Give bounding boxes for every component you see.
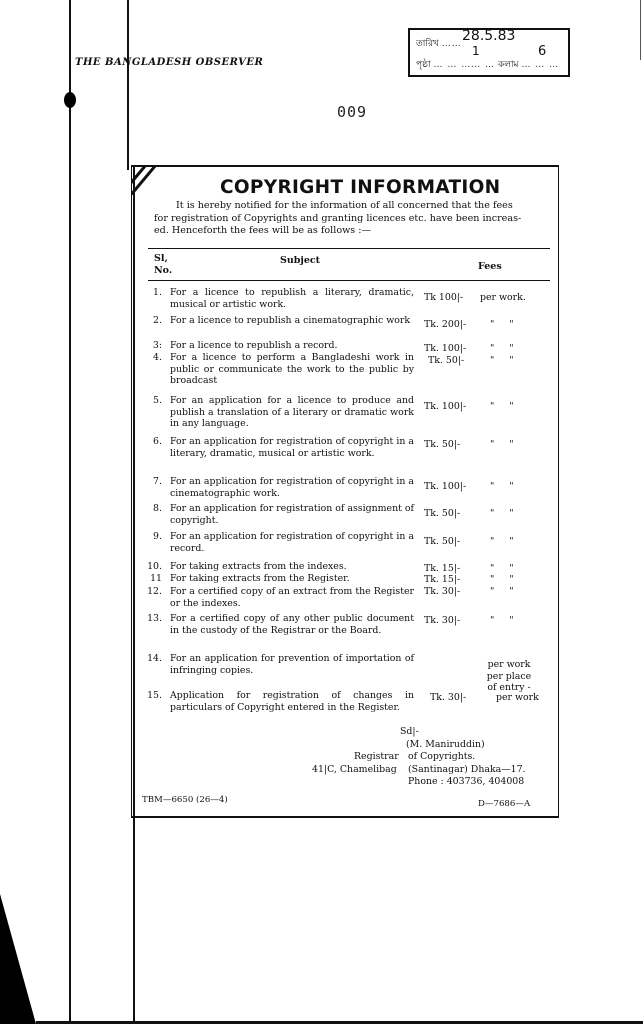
corner-slash-marks bbox=[132, 167, 156, 195]
header-rule-bottom bbox=[148, 280, 550, 281]
binding-line-right bbox=[127, 0, 129, 170]
page-label: পৃষ্ঠা bbox=[416, 60, 431, 70]
intro-line: It is hereby notified for the information of all concerned that the fees bbox=[176, 200, 513, 211]
column-header-subject: Subject bbox=[280, 255, 321, 266]
intro-line: for registration of Copyrights and granting licences etc. have been increas- bbox=[154, 212, 522, 224]
phone-numbers: Phone : 403736, 404008 bbox=[408, 776, 525, 787]
page-edge-right bbox=[640, 0, 641, 60]
date-value: 28.5.83 bbox=[462, 28, 516, 44]
registrar-title-right: of Copyrights. bbox=[408, 751, 476, 762]
date-label: তারিখ bbox=[416, 39, 439, 49]
newspaper-masthead: THE BANGLADESH OBSERVER bbox=[75, 57, 264, 68]
intro-line: ed. Henceforth the fees will be as follows :— bbox=[154, 225, 372, 236]
registrar-title-left: Registrar bbox=[354, 751, 399, 762]
signature-sd: Sd|- bbox=[400, 726, 419, 737]
date-stamp: তারিখ …… 28.5.83 পৃষ্ঠা … … …… … কলাম … … … 1 6 bbox=[408, 28, 570, 77]
registrar-name: (M. Maniruddin) bbox=[406, 739, 485, 750]
binding-line-left bbox=[69, 0, 71, 1024]
punch-hole-mark bbox=[64, 92, 76, 108]
notice-title: COPYRIGHT INFORMATION bbox=[220, 177, 501, 198]
footer-code-right: D—7686—A bbox=[478, 799, 531, 809]
folio-number: 009 bbox=[337, 103, 368, 121]
scan-shadow bbox=[0, 894, 36, 1024]
column-header-no: No. bbox=[154, 265, 173, 276]
column-value: 6 bbox=[538, 44, 547, 59]
address-right: (Santinagar) Dhaka—17. bbox=[408, 764, 526, 775]
header-rule-top bbox=[148, 248, 550, 249]
copyright-notice-clipping: COPYRIGHT INFORMATION It is hereby notified for the information of all concerned that the fees for registration of Copyrights and granting licences etc. have been increas- ed. Henceforth the fees will be as follows :— Sl, No. Subject Fees 1. For a licence to republish a literary, dramatic, musical or artistic work. Tk 100|- per work. 2. For a licence to republish a cinematographic work Tk. 200|- " " 3: For a licence to republish a record. Tk. 100|- " " 4. For a licence to perform a Bangladeshi work in public or communicate the work to the public by broadcast Tk. 50|- " " 5. For an application for a licence to produce and publish a translation of a literary or dramatic work in any language. Tk. 100|- " " 6. For an application for registration of copyright in a literary, dramatic, musical or artistic work. Tk. 50|- " " 7. For an application for registration of copyright in a cinematographic work. Tk. 100|- " " 8. For an application for registration of assignment of copyright. Tk. 50|- " " 9. For an application for registration of copyright in a record. Tk. 50|- " " 10. For taking extracts from the indexes. Tk. 15|- " " 11 For taking extracts from the Register. Tk. 15|- " " 12. For a certified copy of an extract from the Register or the indexes. Tk. 30|- " " 13. For a certified copy of any other public document in the custody of the Registrar or the Board. Tk. 30|- " " 14. For an application for prevention of importation of infringing copies. per work per place of entry - 15. Application for registration of changes in particulars of Copyright entered in the Register. Tk. 30|- per work Sd|- (M. Maniruddin) Registrar of Copyrights. 41|C, Chamelibag (Santinagar) Dhaka—17. Phone : 403736, 404008 TBM—6650 (26—4) D—7686—A bbox=[131, 165, 559, 818]
address-left: 41|C, Chamelibag bbox=[312, 764, 397, 775]
footer-code-left: TBM—6650 (26—4) bbox=[142, 795, 228, 805]
column-label: কলাম bbox=[497, 60, 519, 70]
column-header-sl: Sl, bbox=[154, 253, 168, 264]
row-14-unit: per work per place of entry - bbox=[486, 659, 532, 693]
column-header-fees: Fees bbox=[478, 261, 502, 272]
page-value: 1 bbox=[472, 44, 480, 58]
notice-intro bbox=[154, 200, 550, 238]
